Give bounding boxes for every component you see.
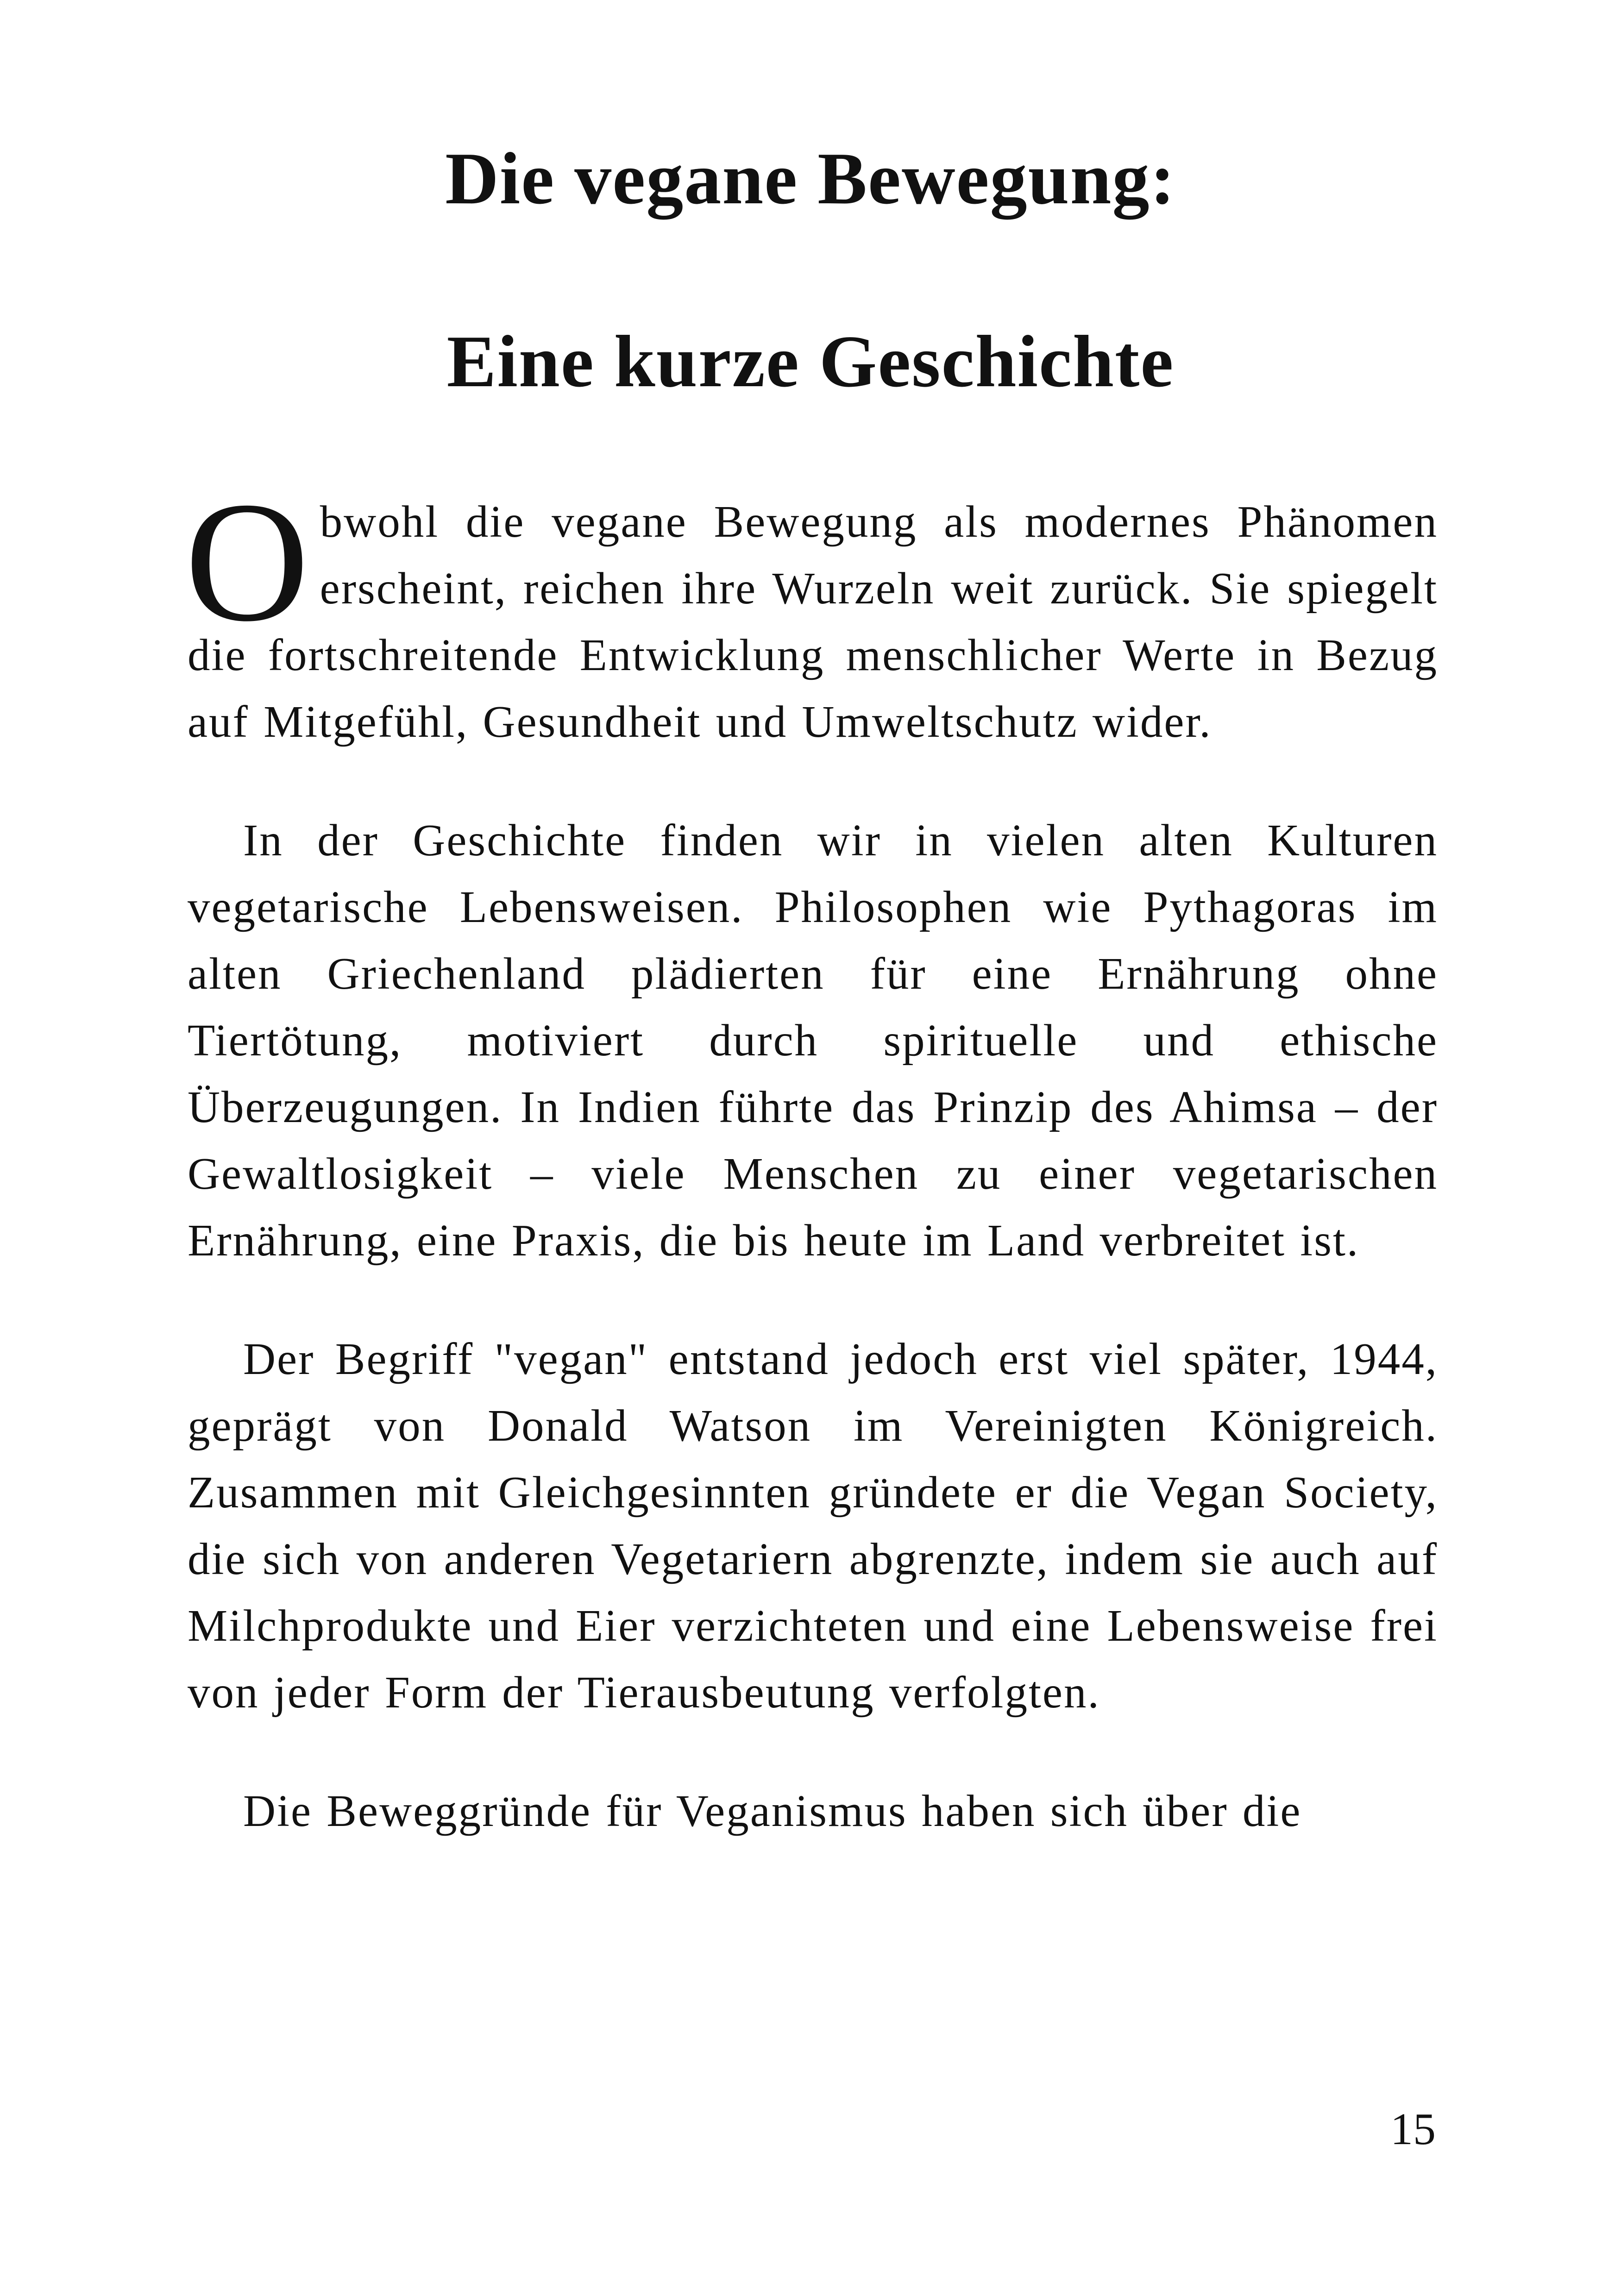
- paragraph-2: [188, 807, 1438, 1274]
- drop-cap-letter: O: [185, 467, 311, 657]
- paragraph-1-text: bwohl die vegane Bewegung als modernes Phänomen erscheint, reichen ihre Wurzeln weit zurück. Sie spiegelt die fortschreitende Entwicklung menschlicher Werte in Bezug auf Mitgefühl, Gesundheit und Umweltschutz wider.: [188, 497, 1438, 747]
- paragraph-1: [185, 467, 1438, 755]
- chapter-title-line-2: Eine kurze Geschichte: [446, 320, 1175, 402]
- chapter-title-line-1: Die vegane Bewegung:: [445, 137, 1176, 220]
- chapter-body: [185, 467, 1438, 1844]
- page-number: 15: [1390, 2104, 1436, 2154]
- paragraph-3-text: Der Begriff "vegan" entstand jedoch erst viel später, 1944, geprägt von Donald Watson im Vereinigten Königreich. Zusammen mit Gleichgesinnten gründete er die Vegan Society, die sich von anderen Vegetariern abgrenzte, indem sie auch auf Milchprodukte und Eier verzichteten und eine Lebensweise frei von jeder Form der Tierausbeutung verfolgten.: [188, 1334, 1438, 1717]
- paragraph-3: [188, 1326, 1438, 1726]
- paragraph-4: [188, 1778, 1438, 1844]
- paragraph-4-text: Die Beweggründe für Veganismus haben sich über die: [243, 1786, 1302, 1836]
- paragraph-2-text: In der Geschichte finden wir in vielen alten Kulturen vegetarische Lebensweisen. Philosophen wie Pythagoras im alten Griechenland plädierten für eine Ernährung ohne Tiertötung, motiviert durch spirituelle und ethische Überzeugungen. In Indien führte das Prinzip des Ahimsa – der Gewaltlosigkeit – viele Menschen zu einer vegetarischen Ernährung, eine Praxis, die bis heute im Land verbreitet ist.: [188, 816, 1438, 1265]
